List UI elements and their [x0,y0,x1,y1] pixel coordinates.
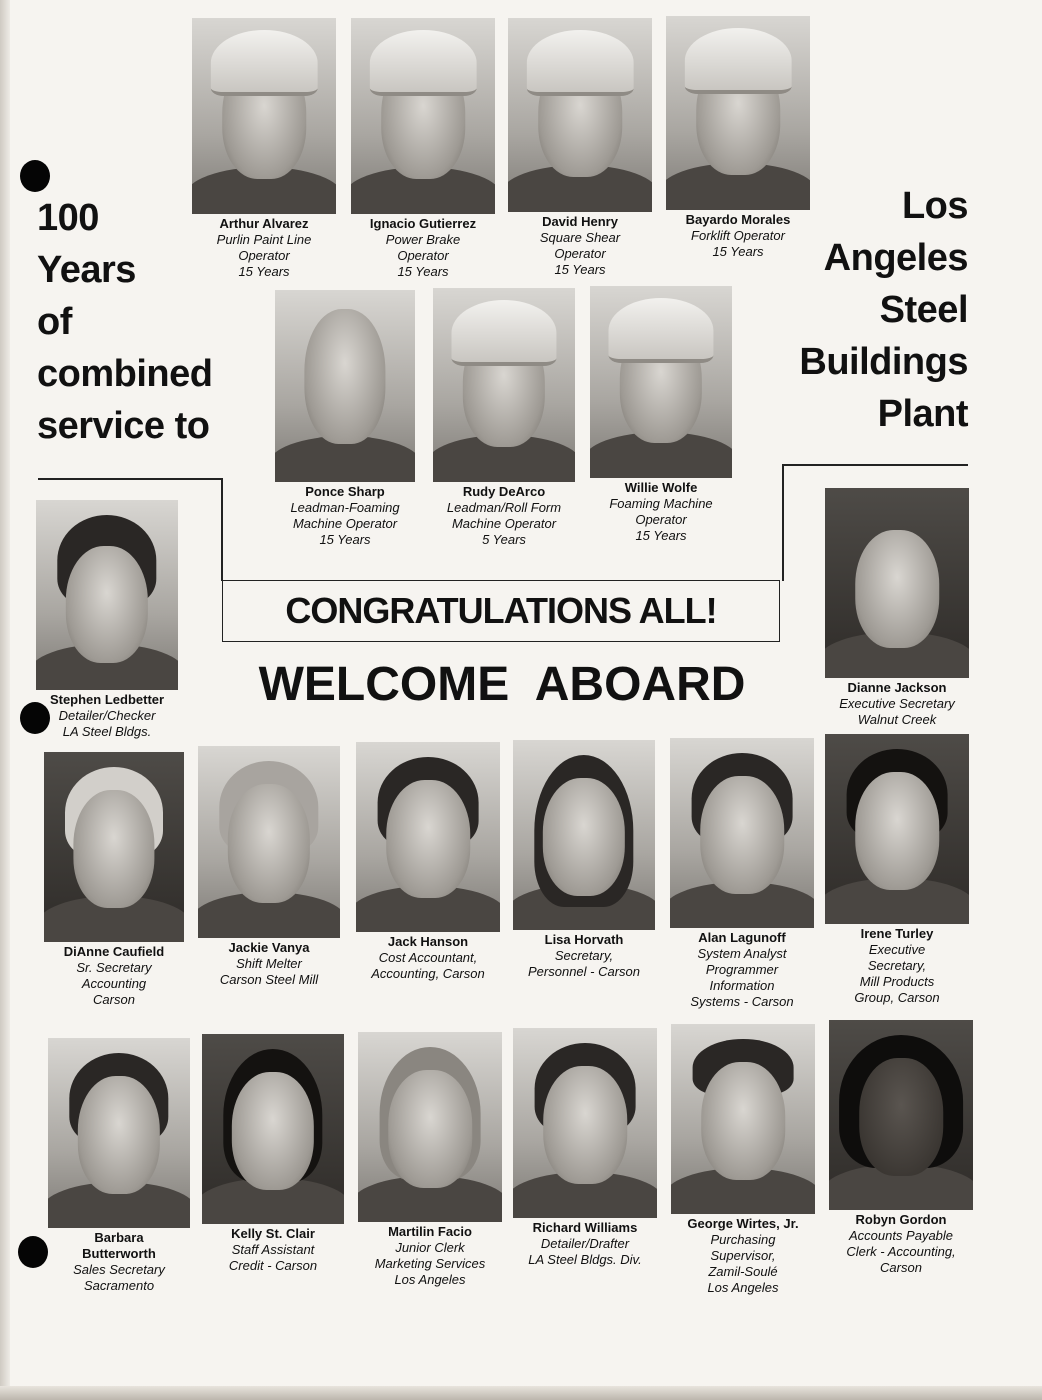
service-person [429,288,579,548]
portrait-photo [358,1032,502,1222]
person-name: Jack Hanson [387,934,469,949]
person-role: Executive Secretary, Mill Products Group, Carson [854,942,940,1005]
portrait-photo [48,1038,190,1228]
service-person [506,18,654,278]
person-role: Leadman/Roll Form Machine Operator 5 Years [446,500,562,547]
person-name: Bayardo Morales [685,212,791,227]
person-name: Lisa Horvath [544,932,624,947]
page-bottom-shadow [0,1386,1042,1400]
new-person [826,1020,976,1276]
rule-line [782,464,784,581]
portrait-photo [198,746,340,938]
person-role: Shift Melter Carson Steel Mill [219,956,319,987]
new-person [354,1032,506,1288]
portrait-photo [44,752,184,942]
portrait-photo [513,740,655,930]
person-name: Robyn Gordon [855,1212,947,1227]
portrait-photo [666,16,810,210]
person-role: Sr. Secretary Accounting Carson [76,960,152,1007]
person-name: Martilin Facio [388,1224,472,1239]
portrait-photo [513,1028,657,1218]
portrait-photo [202,1034,344,1224]
welcome-heading: WELCOME ABOARD [258,658,746,711]
congratulations-banner: CONGRATULATIONS ALL! [222,580,780,642]
service-person [188,18,340,280]
person-name: Dianne Jackson [847,680,947,695]
rule-line [782,464,968,466]
service-person [664,16,812,260]
person-name: Irene Turley [860,926,934,941]
person-role: Cost Accountant, Accounting, Carson [371,950,485,981]
headline-left: 100 Years of combined service to [37,197,213,447]
portrait-photo [508,18,652,212]
person-role: Foaming Machine Operator 15 Years [609,496,713,543]
person-role: Executive Secretary Walnut Creek [839,696,955,727]
new-person [32,500,182,740]
headline-right: Los Angeles Steel Buildings Plant [799,185,968,435]
new-person [822,734,972,1006]
person-name: Richard Williams [532,1220,638,1235]
person-role: Leadman-Foaming Machine Operator 15 Years [290,500,400,547]
person-name: George Wirtes, Jr. [687,1216,799,1231]
person-name: Arthur Alvarez [219,216,309,231]
person-name: Jackie Vanya [228,940,310,955]
person-role: Secretary, Personnel - Carson [528,948,640,979]
person-role: Power Brake Operator 15 Years [385,232,461,279]
person-name: Kelly St. Clair [231,1226,315,1241]
portrait-photo [825,734,969,924]
person-role: Sales Secretary Sacramento [73,1262,165,1293]
service-person [348,18,498,280]
person-role: Detailer/Drafter LA Steel Bldgs. Div. [528,1236,642,1267]
person-name: David Henry [542,214,618,229]
portrait-photo [36,500,178,690]
rule-line [221,478,223,581]
portrait-photo [356,742,500,932]
person-name: Stephen Ledbetter [49,692,165,707]
binder-hole [20,160,50,192]
rule-line [38,478,222,480]
portrait-photo [351,18,495,214]
person-role: Accounts Payable Clerk - Accounting, Carson [846,1228,956,1275]
new-person [194,746,344,988]
person-role: Purchasing Supervisor, Zamil-Soulé Los Angeles [707,1232,779,1295]
service-person [586,286,736,544]
person-name: DiAnne Caufield [63,944,165,959]
portrait-photo [433,288,575,482]
new-person [40,752,188,1008]
person-role: Square Shear Operator 15 Years [539,230,621,277]
person-role: Purlin Paint Line Operator 15 Years [216,232,312,279]
person-name: Ponce Sharp [305,484,385,499]
portrait-photo [192,18,336,214]
page-edge [0,0,10,1400]
new-person [352,742,504,982]
new-person [44,1038,194,1294]
new-person [666,738,818,1010]
person-name: Rudy DeArco [462,484,546,499]
new-person [822,488,972,728]
new-person [510,1028,660,1268]
person-role: System Analyst Programmer Information Systems - Carson [690,946,794,1009]
person-name: Barbara Butterworth [82,1230,156,1261]
person-role: Forklift Operator 15 Years [691,228,785,259]
portrait-photo [590,286,732,478]
portrait-photo [671,1024,815,1214]
portrait-photo [825,488,969,678]
person-role: Junior Clerk Marketing Services Los Angeles [374,1240,486,1287]
new-person [668,1024,818,1296]
person-role: Staff Assistant Credit - Carson [228,1242,318,1273]
new-person [198,1034,348,1274]
portrait-photo [275,290,415,482]
service-person [270,290,420,548]
portrait-photo [829,1020,973,1210]
person-name: Alan Lagunoff [698,930,786,945]
new-person [510,740,658,980]
portrait-photo [670,738,814,928]
person-name: Willie Wolfe [624,480,698,495]
person-name: Ignacio Gutierrez [369,216,477,231]
person-role: Detailer/Checker LA Steel Bldgs. [58,708,156,739]
